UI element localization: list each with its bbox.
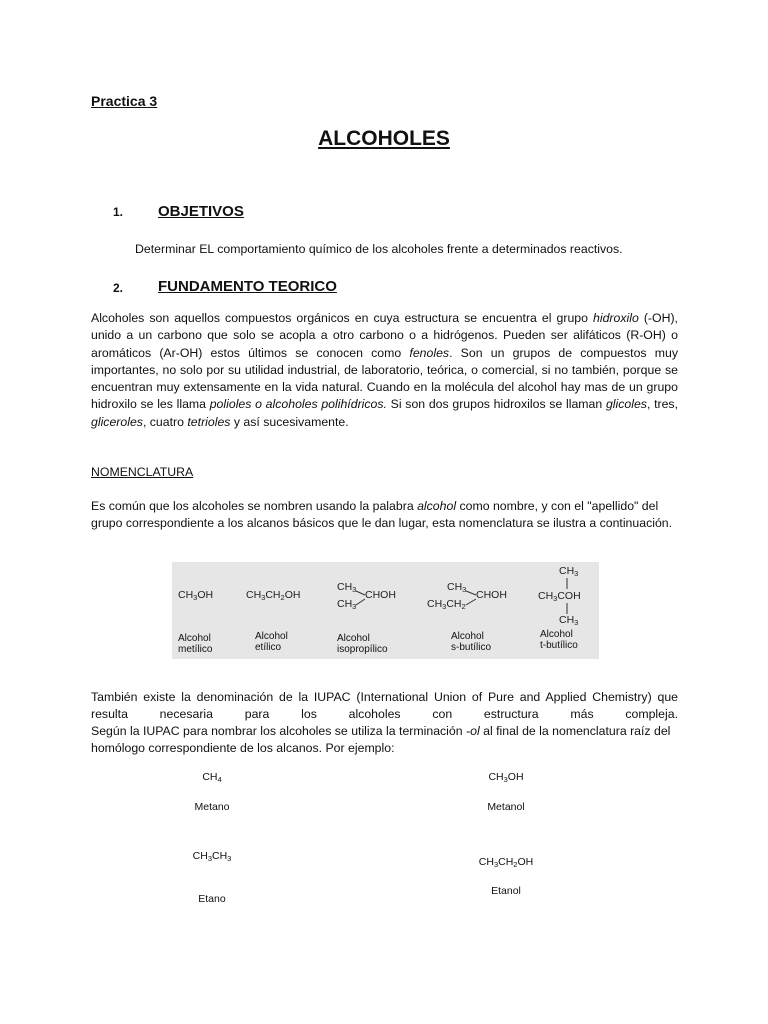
formula-sbutilico-right: CHOH [476,589,507,601]
section-title-objetivos: OBJETIVOS [158,203,244,220]
label-tbutilico: Alcohol t-butílico [540,629,578,651]
nomenclatura-heading: NOMENCLATURA [91,465,194,479]
section-number-1: 1. [113,205,124,219]
formula-isopropilico-top: $CH_3$ [337,581,357,594]
example-formula-metano: $CH_4$ [202,771,222,784]
formula-tbutilico-top: $CH_3$ [559,565,579,578]
label-etilico: Alcohol etílico [255,631,288,653]
label-sbutilico: Alcohol s-butílico [451,631,492,653]
fundamento-paragraph: Alcoholes son aquellos compuestos orgánicos en cuya estructura se encuentra el grupo hidroxilo (-OH), unido a un carbono que solo se acopla a otro carbono o a hidrógenos. Pueden ser alifáticos (R-OH) o aromáticos (Ar-OH) estos últimos se conocen como fenoles. Son un grupos de compuestos muy importantes, no solo por su utilidad industrial, de laboratorio, teórica, o comercial, si no también, porque se encuentran muy extensamente en la vida natural. Cuando en la molécula del alcohol hay mas de un grupo hidroxilo se les llama polioles o alcoholes polihídricos. Si son dos grupos hidroxilos se llaman glicoles, tres, gliceroles, cuatro tetrioles y así sucesivamente. [91,311,678,429]
formula-etilico: $CH_3CH_2OH$ [246,589,301,602]
iupac-line-1: También existe la denominación de la IUPAC (International Union of Pure and Applied Chemistry) que [91,690,678,704]
nomenclatura-paragraph: Es común que los alcoholes se nombren usando la palabra alcohol como nombre, y con el "apellido" del grupo correspondiente a los alcanos básicos que le dan lugar, esta nomenclatura se ilustra a continuación. [91,499,673,531]
example-name-metano: Metano [194,801,230,813]
example-name-etanol: Etanol [491,885,521,897]
formula-isopropilico-bottom: $CH_3$ [337,598,357,611]
formula-metilico: $CH_3OH$ [178,589,214,602]
example-formula-metanol: $CH_3OH$ [488,771,524,784]
alcohol-structures-figure [172,562,599,659]
section-number-2: 2. [113,281,124,295]
formula-tbutilico-bottom: $CH_3$ [559,614,579,627]
iupac-paragraph: Según la IUPAC para nombrar los alcoholes se utiliza la terminación -ol al final de la nomenclatura raíz del homólogo correspondiente de los alcanos. Por ejemplo: [91,724,671,756]
example-formula-etano: $CH_3CH_3$ [192,850,232,863]
objetivos-text: Determinar EL comportamiento químico de los alcoholes frente a determinados reactivos. [135,242,623,256]
formula-sbutilico-top: $CH_3$ [447,581,467,594]
formula-isopropilico-right: CHOH [365,589,396,601]
example-name-etano: Etano [198,893,226,905]
label-isopropilico: Alcohol isopropílico [337,633,388,655]
formula-tbutilico-mid: $CH_3COH$ [538,590,581,603]
formula-sbutilico-bottom: $CH_3CH_2$ [427,598,466,611]
example-formula-etanol: $CH_3CH_2OH$ [478,856,534,869]
example-name-metanol: Metanol [487,801,525,813]
iupac-line-2: resulta necesaria para los alcoholes con estructura más compleja. [91,707,678,721]
page-title: ALCOHOLES [318,127,450,150]
section-title-fundamento: FUNDAMENTO TEORICO [158,278,337,295]
practice-number: Practica 3 [91,93,158,109]
label-metilico: Alcohol metílico [178,633,213,655]
